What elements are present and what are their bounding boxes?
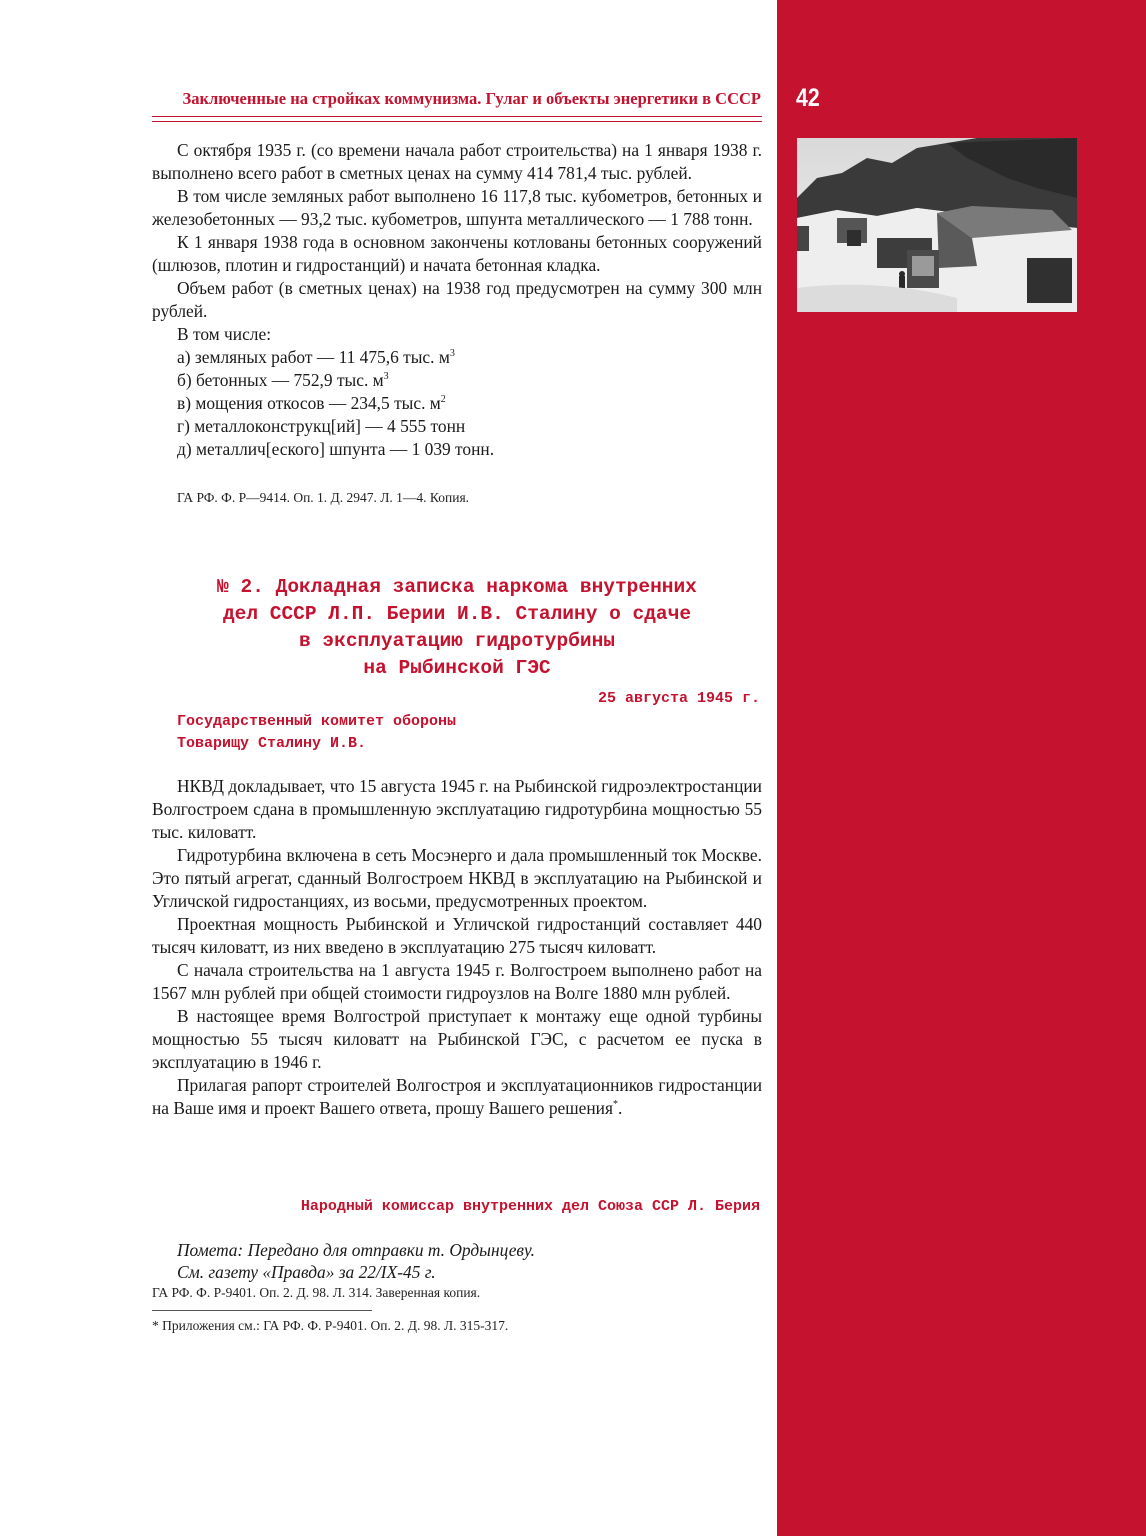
doc2-date: 25 августа 1945 г.	[597, 690, 760, 707]
doc2-title-line: дел СССР Л.П. Берии И.В. Сталину о сдаче	[222, 603, 692, 625]
note-line: Пометa: Передано для отправки т. Ордынцеву.	[177, 1240, 535, 1260]
footnote-mark: *	[613, 1099, 618, 1111]
doc1-list-item: в) мощения откосов — 234,5 тыс. $м^2$	[177, 393, 446, 413]
doc1-list-item: а) земляных работ — 11 475,6 тыс. $м^3$	[177, 347, 455, 367]
doc1-list-item: г) металлоконструкц[ий] — 4 555 тонн	[177, 416, 466, 436]
doc2-title	[152, 574, 762, 682]
footnote-rule	[152, 1310, 372, 1311]
signature: Народный комиссар внутренних дел Союза ССР Л. Берия	[300, 1198, 760, 1215]
doc1-source: ГА РФ. Ф. Р—9414. Оп. 1. Д. 2947. Л. 1—4. Копия.	[177, 490, 470, 505]
archival-note	[177, 1239, 535, 1283]
doc1-paragraph: В том числе:	[177, 324, 272, 344]
doc1-body	[152, 139, 762, 461]
doc2-source: ГА РФ. Ф. Р-9401. Оп. 2. Д. 98. Л. 314. Заверенная копия.	[152, 1285, 481, 1300]
doc2-addressee-line: Товарищу Сталину И.В.	[177, 735, 367, 752]
doc2-paragraph: Прилагая рапорт строителей Волгостроя и эксплуатационников гидростанции на Ваше имя и проект Вашего ответа, прошу Вашего решения*.	[152, 1075, 762, 1118]
doc2-paragraph: НКВД докладывает, что 15 августа 1945 г. на Рыбинской гидроэлектростанции Волгостроем сдана в промышленную эксплуатацию гидротурбина мощностью 55 тыс. киловатт.	[152, 776, 762, 842]
doc2-title-line: в эксплуатацию гидротурбины	[299, 630, 615, 652]
doc2-title-line: на Рыбинской ГЭС	[363, 657, 551, 679]
doc1-paragraph: В том числе земляных работ выполнено 16 117,8 тыс. кубометров, бетонных и железобетонных — 93,2 тыс. кубометров, шпунта металлического — 1 788 тонн.	[152, 186, 762, 229]
doc1-paragraph: С октября 1935 г. (со времени начала работ строительства) на 1 января 1938 г. выполнено всего работ в сметных ценах на сумму 414 781,4 тыс. рублей.	[152, 140, 762, 183]
doc1-list-item: б) бетонных — 752,9 тыс. $м^3$	[177, 370, 389, 390]
doc1-paragraph: К 1 января 1938 года в основном закончены котлованы бетонных сооружений (шлюзов, плотин и гидростанций) и начата бетонная кладка.	[152, 232, 762, 275]
header-rule-top	[152, 116, 762, 117]
page-number: 42	[796, 84, 820, 112]
doc2-addressee-line: Государственный комитет обороны	[177, 713, 457, 730]
running-title: Заключенные на стройках коммунизма. Гулаг и объекты энергетики в СССР	[182, 89, 761, 108]
doc1-paragraph: Объем работ (в сметных ценах) на 1938 год предусмотрен на сумму 300 млн рублей.	[152, 278, 762, 321]
archival-photo	[797, 138, 1077, 312]
doc2-paragraph: В настоящее время Волгострой приступает к монтажу еще одной турбины мощностью 55 тысяч киловатт на Рыбинской ГЭС, с расчетом ее пуска в эксплуатацию в 1946 г.	[152, 1006, 762, 1072]
footnote: * Приложения см.: ГА РФ. Ф. Р-9401. Оп. 2. Д. 98. Л. 315-317.	[152, 1318, 509, 1333]
doc2-title-line: № 2. Докладная записка наркома внутренних	[217, 576, 697, 598]
doc2-paragraph: Проектная мощность Рыбинской и Угличской гидростанций составляет 440 тысяч киловатт, из них введено в эксплуатацию 275 тысяч киловатт.	[152, 914, 762, 957]
note-line: См. газету «Правда» за 22/IX-45 г.	[177, 1262, 436, 1282]
doc2-paragraph: С начала строительства на 1 августа 1945 г. Волгостроем выполнено работ на 1567 млн рублей при общей стоимости гидроузлов на Волге 1880 млн рублей.	[152, 960, 762, 1003]
doc2-body	[152, 775, 762, 1120]
doc1-list-item: д) металлич[еского] шпунта — 1 039 тонн.	[177, 439, 495, 459]
doc2-paragraph: Гидротурбина включена в сеть Мосэнерго и дала промышленный ток Москве. Это пятый агрегат, сданный Волгостроем НКВД в эксплуатацию на Рыбинской и Угличской гидростанциях, из восьми, предусмотренных проектом.	[152, 845, 762, 911]
header-rule-bottom	[152, 121, 762, 122]
